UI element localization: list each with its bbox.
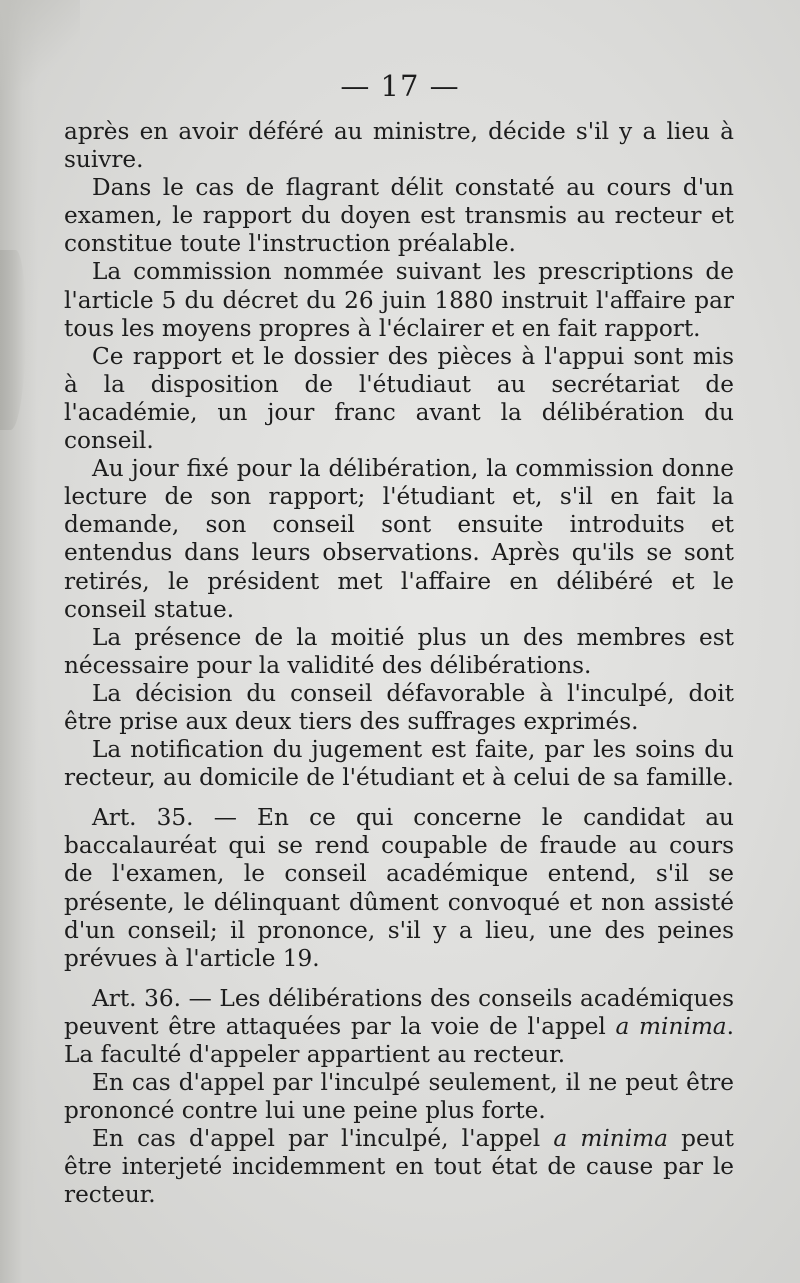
paragraph-notification: La notification du jugement est faite, par les soins du recteur, au domicile de l'étudiant et à celui de sa famille. bbox=[64, 736, 734, 792]
appel-incident-italic-term: a minima bbox=[553, 1125, 668, 1153]
paragraph-decision: La décision du conseil défavorable à l'inculpé, doit être prise aux deux tiers des suffrages exprimés. bbox=[64, 679, 734, 735]
article-36 bbox=[64, 985, 734, 1069]
paragraph-quorum: La présence de la moitié plus un des membres est nécessaire pour la validité des délibérations. bbox=[64, 623, 734, 679]
paragraph-continuation: après en avoir déféré au ministre, décide s'il y a lieu à suivre. bbox=[64, 118, 734, 174]
page-number: — 17 — bbox=[340, 69, 460, 103]
body-text bbox=[64, 118, 734, 1210]
paragraph-rapport-dossier: Ce rapport et le dossier des pièces à l'appui sont mis à la disposition de l'étudiaut au secrétariat de l'académie, un jour franc avant la délibération du conseil. bbox=[64, 342, 734, 455]
appel-incident-text-start: En cas d'appel par l'inculpé, l'appel bbox=[92, 1125, 554, 1153]
page-left-edge-shadow bbox=[0, 0, 38, 1283]
paragraph-appel-incident bbox=[64, 1125, 734, 1209]
paragraph-spacer bbox=[64, 792, 734, 804]
paragraph-spacer bbox=[64, 973, 734, 985]
paragraph-flagrant-delit: Dans le cas de flagrant délit constaté au cours d'un examen, le rapport du doyen est transmis au recteur et constitue toute l'instruction préalable. bbox=[64, 174, 734, 258]
article-36-text-end: . La faculté d'appeler appartient au recteur. bbox=[64, 1012, 735, 1068]
article-35: Art. 35. — En ce qui concerne le candidat au baccalauréat qui se rend coupable de fraude au cours de l'examen, le conseil académique entend, s'il se présente, le délinquant dûment convoqué et non assisté d'un conseil; il prononce, s'il y a lieu, une des peines prévues à l'article 19. bbox=[64, 804, 734, 972]
article-36-text-start: Art. 36. — Les délibérations des conseils académiques peuvent être attaquées par la voie de l'appel bbox=[64, 984, 734, 1040]
paragraph-commission: La commission nommée suivant les prescriptions de l'article 5 du décret du 26 juin 1880 instruit l'affaire par tous les moyens propres à l'éclairer et en fait rapport. bbox=[64, 258, 734, 342]
appel-incident-text-end: peut être interjeté incidemment en tout état de cause par le recteur. bbox=[64, 1125, 734, 1209]
article-36-italic-term: a minima bbox=[615, 1012, 727, 1040]
paragraph-deliberation: Au jour fixé pour la délibération, la commission donne lecture de son rapport; l'étudiant et, s'il en fait la demande, son conseil sont ensuite introduits et entendus dans leurs observations. Après qu'ils se sont retirés, le président met l'affaire en délibéré et le conseil statue. bbox=[64, 455, 734, 623]
paragraph-appel-inculpe: En cas d'appel par l'inculpé seulement, il ne peut être prononcé contre lui une peine plus forte. bbox=[64, 1069, 734, 1125]
